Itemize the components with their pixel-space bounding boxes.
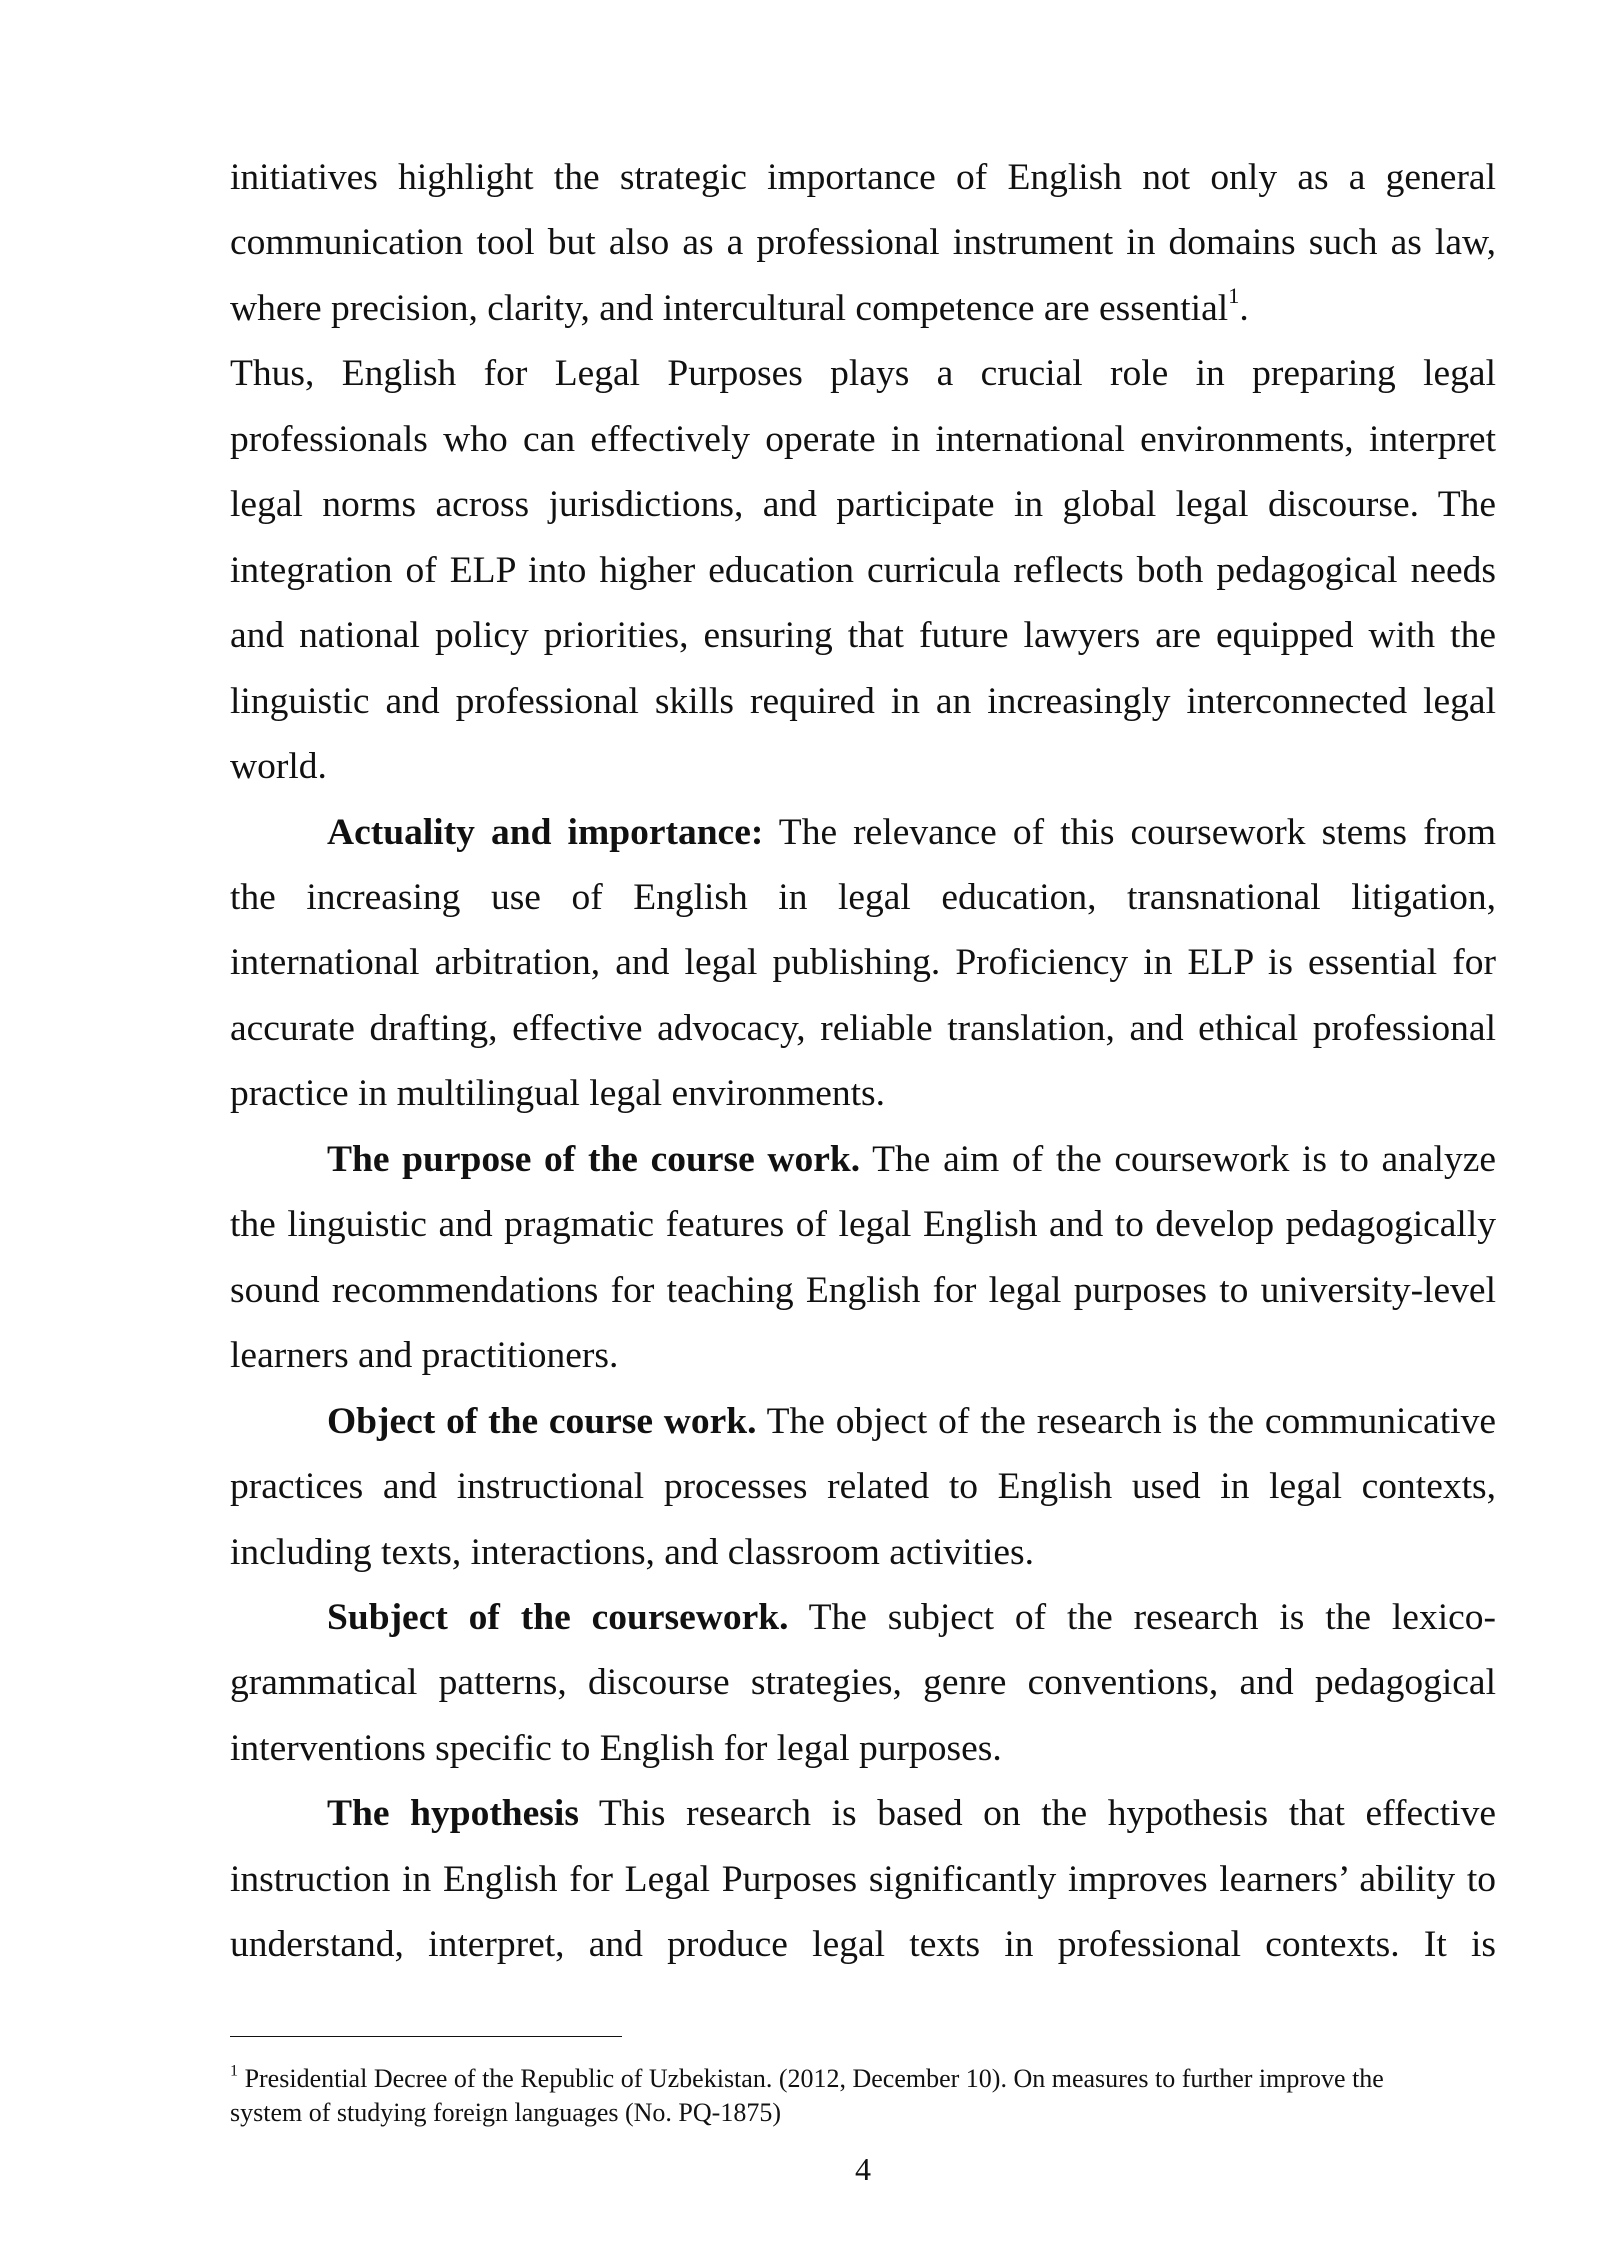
line-text: the increasing use of English in legal education, transnational litigation, <box>230 876 1496 918</box>
body-line <box>230 734 1496 799</box>
footnote-text: system of studying foreign languages (No. PQ-1875) <box>230 2097 781 2127</box>
body-line <box>230 996 1496 1061</box>
paragraph-heading: The purpose of the course work. <box>327 1138 861 1180</box>
footnote-ref: 1 <box>230 2062 239 2080</box>
line-text: The relevance of this coursework stems from <box>778 811 1496 853</box>
body-line <box>230 1061 1496 1126</box>
body-line <box>230 865 1496 930</box>
footnote-separator <box>230 2036 622 2037</box>
body-line <box>230 800 1496 865</box>
body-line <box>230 276 1496 341</box>
body-line <box>230 1781 1496 1846</box>
body-line <box>230 930 1496 995</box>
line-text: communication tool but also as a professional instrument in domains such as law, <box>230 222 1496 264</box>
footnote-ref-marker[interactable]: 1 <box>1228 283 1240 309</box>
footnote-line <box>230 2096 1496 2130</box>
line-text: Thus, English for Legal Purposes plays a crucial role in preparing legal <box>230 353 1496 395</box>
line-text: The subject of the research is the lexico- <box>808 1596 1497 1638</box>
line-text: the linguistic and pragmatic features of legal English and to develop pedagogically <box>230 1204 1496 1246</box>
body-line <box>230 341 1496 406</box>
body-line <box>230 669 1496 734</box>
line-text: world. <box>230 746 327 788</box>
line-text: interventions specific to English for legal purposes. <box>230 1727 1002 1769</box>
line-text: The aim of the coursework is to analyze <box>872 1138 1497 1180</box>
paragraph-heading: The hypothesis <box>327 1793 579 1835</box>
footnote-line <box>230 2062 1496 2096</box>
line-text: learners and practitioners. <box>230 1335 619 1377</box>
body-line <box>230 1258 1496 1323</box>
body-text <box>230 145 1496 1978</box>
body-line <box>230 1847 1496 1912</box>
line-text: professionals who can effectively operate in international environments, interpret <box>230 418 1496 460</box>
body-line <box>230 1127 1496 1192</box>
body-line <box>230 407 1496 472</box>
footnote-text: Presidential Decree of the Republic of Uzbekistan. (2012, December 10). On measures to further improve the <box>244 2064 1384 2093</box>
body-line <box>230 1192 1496 1257</box>
line-text: sound recommendations for teaching English for legal purposes to university-level <box>230 1269 1496 1311</box>
paragraph-heading: Object of the course work. <box>327 1400 757 1442</box>
footnote <box>230 2062 1496 2129</box>
line-text: including texts, interactions, and classroom activities. <box>230 1531 1034 1573</box>
line-text: integration of ELP into higher education curricula reflects both pedagogical needs <box>230 549 1496 591</box>
line-text: practice in multilingual legal environments. <box>230 1073 886 1115</box>
line-text: and national policy priorities, ensuring that future lawyers are equipped with the <box>230 615 1496 657</box>
paragraph-heading: Subject of the coursework. <box>327 1596 789 1638</box>
body-line <box>230 1650 1496 1715</box>
body-line <box>230 145 1496 210</box>
line-text: This research is based on the hypothesis that effective <box>598 1793 1496 1835</box>
body-line <box>230 538 1496 603</box>
page-number: 4 <box>855 2151 871 2187</box>
line-text: where precision, clarity, and intercultural competence are essential <box>230 287 1229 329</box>
body-line <box>230 1716 1496 1781</box>
line-text: The object of the research is the communicative <box>766 1400 1496 1442</box>
line-end: . <box>1239 287 1249 329</box>
body-line <box>230 1520 1496 1585</box>
body-line <box>230 472 1496 537</box>
line-text: linguistic and professional skills required in an increasingly interconnected legal <box>230 680 1496 722</box>
line-text: initiatives highlight the strategic importance of English not only as a general <box>230 157 1496 198</box>
line-text: accurate drafting, effective advocacy, reliable translation, and ethical professional <box>230 1007 1496 1049</box>
body-line <box>230 1912 1496 1977</box>
body-line <box>230 1389 1496 1454</box>
body-line <box>230 603 1496 668</box>
line-text: instruction in English for Legal Purposes significantly improves learners’ ability to <box>230 1858 1496 1900</box>
body-line <box>230 1323 1496 1388</box>
paragraph-heading: Actuality and importance: <box>327 811 764 853</box>
body-line <box>230 1585 1496 1650</box>
line-text: international arbitration, and legal publishing. Proficiency in ELP is essential for <box>230 942 1496 984</box>
line-text: grammatical patterns, discourse strategies, genre conventions, and pedagogical <box>230 1662 1496 1704</box>
body-line <box>230 1454 1496 1519</box>
line-text: practices and instructional processes related to English used in legal contexts, <box>230 1466 1496 1508</box>
line-text: legal norms across jurisdictions, and participate in global legal discourse. The <box>230 484 1496 526</box>
body-line <box>230 210 1496 275</box>
line-text: understand, interpret, and produce legal texts in professional contexts. It is <box>230 1924 1496 1966</box>
